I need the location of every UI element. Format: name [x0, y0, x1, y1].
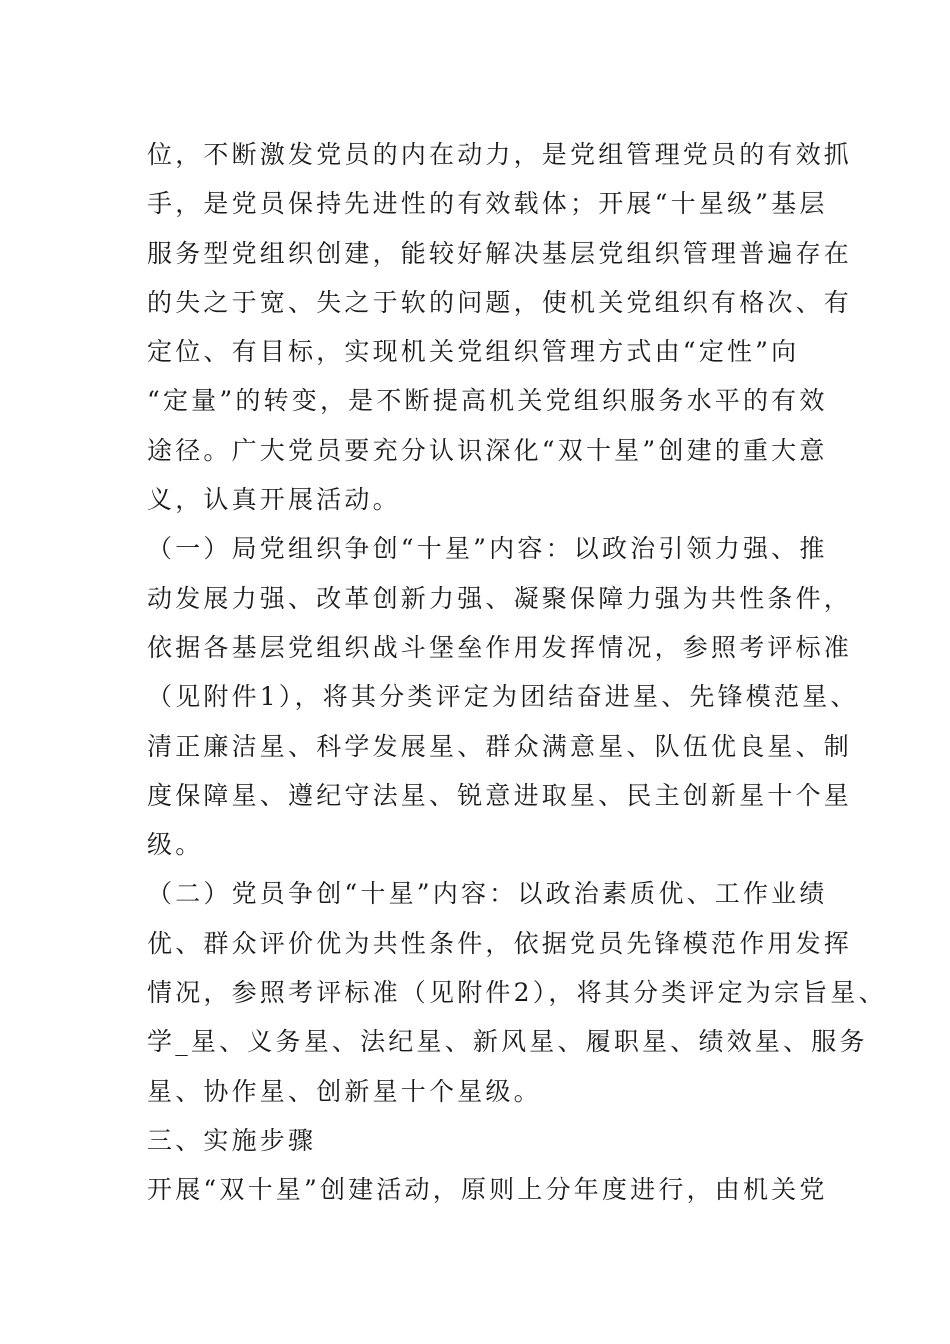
- text-line: 星、协作星、创新星十个星级。: [147, 1076, 542, 1106]
- text-line: “定量”的转变，是不断提高机关党组织服务水平的有效: [147, 386, 828, 416]
- text-line: 义，认真开展活动。: [147, 485, 401, 515]
- text-line: （一）局党组织争创“十星”内容：以政治引领力强、推: [147, 534, 828, 564]
- section-heading: 三、实施步骤: [147, 1125, 317, 1155]
- text-line: 级。: [147, 830, 204, 860]
- text-line: 度保障星、遵纪守法星、锐意进取星、民主创新星十个星: [147, 780, 853, 810]
- text-line: 动发展力强、改革创新力强、凝聚保障力强为共性条件，: [147, 583, 853, 613]
- text-line: 清正廉洁星、科学发展星、群众满意星、队伍优良星、制: [147, 731, 853, 761]
- text-line: 服务型党组织创建，能较好解决基层党组织管理普遍存在: [147, 238, 853, 268]
- text-line: 定位、有目标，实现机关党组织管理方式由“定性”向: [147, 337, 800, 367]
- text-line: 途径。广大党员要充分认识深化“双十星”创建的重大意: [147, 435, 828, 465]
- text-line: 情况，参照考评标准（见附件2），将其分类评定为宗旨星、: [147, 978, 887, 1008]
- text-line: 学_星、义务星、法纪星、新风星、履职星、绩效星、服务: [147, 1027, 868, 1057]
- text-line: （见附件1），将其分类评定为团结奋进星、先锋模范星、: [147, 682, 859, 712]
- text-line: 优、群众评价优为共性条件，依据党员先锋模范作用发挥: [147, 928, 853, 958]
- text-line: 依据各基层党组织战斗堡垒作用发挥情况，参照考评标准: [147, 632, 853, 662]
- text-line: 开展“双十星”创建活动，原则上分年度进行，由机关党: [147, 1175, 828, 1205]
- text-line: （二）党员争创“十星”内容：以政治素质优、工作业绩: [147, 879, 828, 909]
- text-line: 手，是党员保持先进性的有效载体；开展“十星级”基层: [147, 189, 828, 219]
- document-body: [147, 130, 887, 1215]
- text-line: 位，不断激发党员的内在动力，是党组管理党员的有效抓: [147, 140, 853, 169]
- text-line: 的失之于宽、失之于软的问题，使机关党组织有格次、有: [147, 287, 853, 317]
